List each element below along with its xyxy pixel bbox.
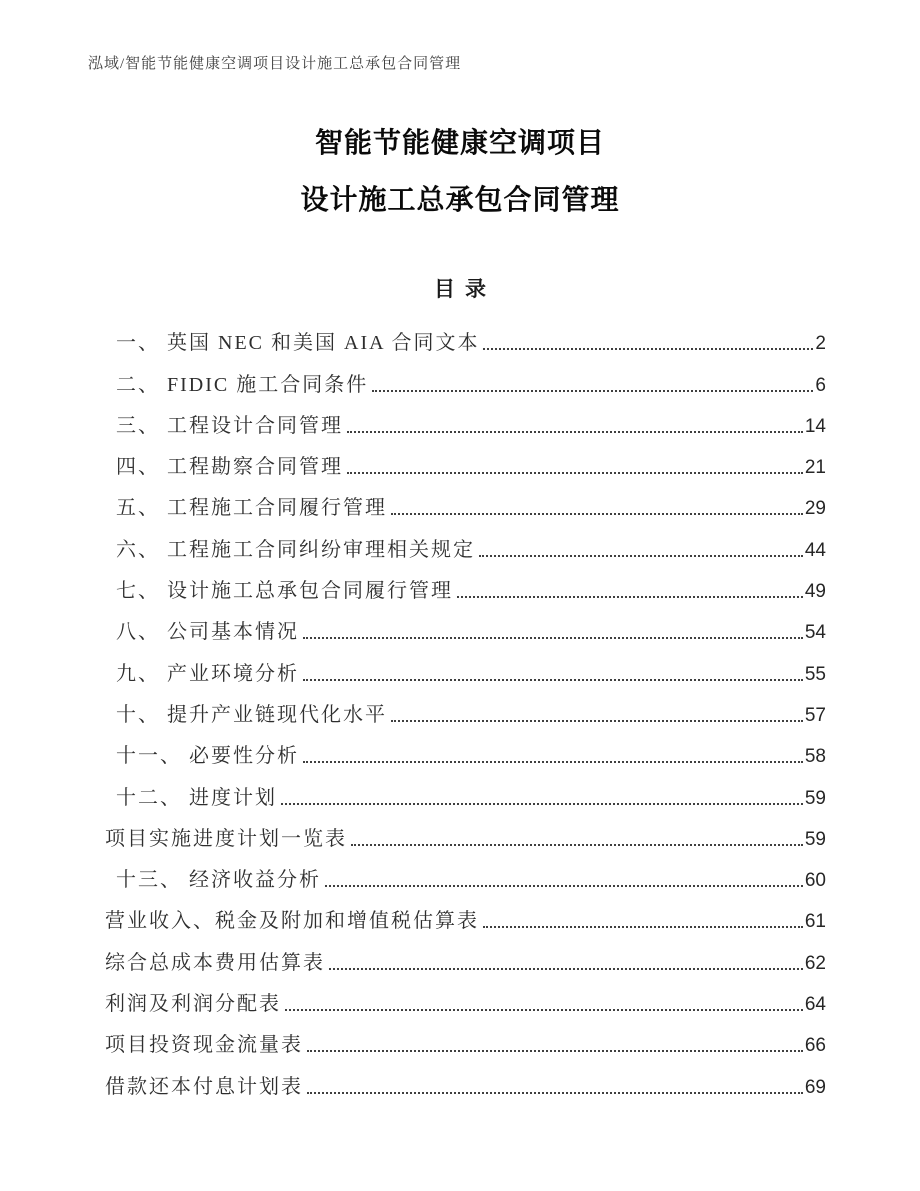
toc-page-number: 59: [804, 787, 826, 809]
toc-entry-label: 借款还本付息计划表: [105, 1075, 303, 1098]
toc-dot-leader: [325, 885, 803, 887]
toc-entry-label: 六、 工程施工合同纠纷审理相关规定: [116, 538, 475, 561]
document-title-line2: 设计施工总承包合同管理: [300, 184, 620, 215]
toc-entry-label: 三、 工程设计合同管理: [116, 414, 343, 437]
toc-dot-leader: [347, 431, 803, 433]
toc-entry-label: 一、 英国 NEC 和美国 AIA 合同文本: [116, 332, 480, 355]
toc-entry-label: 综合总成本费用估算表: [105, 951, 325, 974]
toc-dot-leader: [483, 348, 813, 350]
toc-dot-leader: [329, 968, 803, 970]
toc-entry[interactable]: [105, 857, 826, 898]
toc-entry[interactable]: [105, 774, 826, 815]
toc-page-number: 29: [804, 498, 826, 520]
toc-entry[interactable]: [105, 816, 826, 857]
toc-entry[interactable]: [105, 403, 826, 444]
toc-entry-label: 二、 FIDIC 施工合同条件: [116, 373, 369, 396]
toc-entry-label: 十一、 必要性分析: [116, 745, 299, 768]
toc-page-number: 21: [804, 457, 826, 479]
toc-page-number: 14: [804, 415, 826, 437]
toc-page-number: 55: [804, 663, 826, 685]
toc-entry-label: 营业收入、税金及附加和增值税估算表: [105, 910, 479, 933]
toc-dot-leader: [391, 513, 803, 515]
toc-dot-leader: [303, 637, 803, 639]
toc-page-number: 44: [804, 539, 826, 561]
toc-page-number: 54: [804, 622, 826, 644]
toc-heading: 目录: [434, 277, 496, 301]
toc-dot-leader: [483, 926, 803, 928]
toc-entry-label: 十二、 进度计划: [116, 786, 277, 809]
document-header-text: 泓域/智能节能健康空调项目设计施工总承包合同管理: [88, 56, 462, 72]
toc-entry[interactable]: [105, 568, 826, 609]
toc-entry-label: 五、 工程施工合同履行管理: [116, 497, 387, 520]
toc-page-number: 59: [804, 828, 826, 850]
toc-dot-leader: [457, 596, 803, 598]
toc-dot-leader: [391, 720, 803, 722]
toc-page-number: 64: [804, 994, 826, 1016]
toc-entry[interactable]: [105, 609, 826, 650]
toc-entry-label: 项目投资现金流量表: [105, 1034, 303, 1057]
toc-list: [105, 320, 826, 1105]
toc-entry-label: 十三、 经济收益分析: [116, 869, 321, 892]
toc-entry-label: 项目实施进度计划一览表: [105, 827, 347, 850]
toc-dot-leader: [281, 803, 803, 805]
toc-entry-label: 四、 工程勘察合同管理: [116, 456, 343, 479]
toc-dot-leader: [303, 679, 803, 681]
toc-page-number: 2: [815, 333, 826, 355]
toc-dot-leader: [307, 1050, 803, 1052]
toc-page-number: 66: [804, 1035, 826, 1057]
toc-entry[interactable]: [105, 1063, 826, 1104]
toc-page-number: 6: [815, 374, 826, 396]
toc-dot-leader: [347, 472, 803, 474]
toc-dot-leader: [303, 761, 803, 763]
toc-page-number: 69: [804, 1076, 826, 1098]
toc-entry[interactable]: [105, 898, 826, 939]
toc-page-number: 57: [804, 704, 826, 726]
toc-dot-leader: [479, 555, 803, 557]
toc-entry[interactable]: [105, 320, 826, 361]
toc-page-number: 49: [804, 581, 826, 603]
toc-page-number: 62: [804, 952, 826, 974]
toc-entry[interactable]: [105, 650, 826, 691]
toc-entry[interactable]: [105, 1022, 826, 1063]
toc-dot-leader: [307, 1092, 803, 1094]
toc-page-number: 60: [804, 870, 826, 892]
toc-dot-leader: [372, 390, 813, 392]
toc-entry-label: 九、 产业环境分析: [116, 662, 299, 685]
toc-entry[interactable]: [105, 981, 826, 1022]
document-title-line1: 智能节能健康空调项目: [314, 127, 605, 158]
toc-entry[interactable]: [105, 444, 826, 485]
toc-entry[interactable]: [105, 526, 826, 567]
toc-page-number: 61: [804, 911, 826, 933]
toc-entry-label: 七、 设计施工总承包合同履行管理: [116, 580, 453, 603]
toc-entry[interactable]: [105, 361, 826, 402]
toc-entry-label: 利润及利润分配表: [105, 993, 281, 1016]
toc-entry[interactable]: [105, 692, 826, 733]
toc-entry[interactable]: [105, 485, 826, 526]
toc-dot-leader: [285, 1009, 803, 1011]
toc-entry[interactable]: [105, 939, 826, 980]
toc-page-number: 58: [804, 746, 826, 768]
toc-entry[interactable]: [105, 733, 826, 774]
toc-entry-label: 八、 公司基本情况: [116, 621, 299, 644]
toc-dot-leader: [351, 844, 803, 846]
toc-entry-label: 十、 提升产业链现代化水平: [116, 703, 387, 726]
